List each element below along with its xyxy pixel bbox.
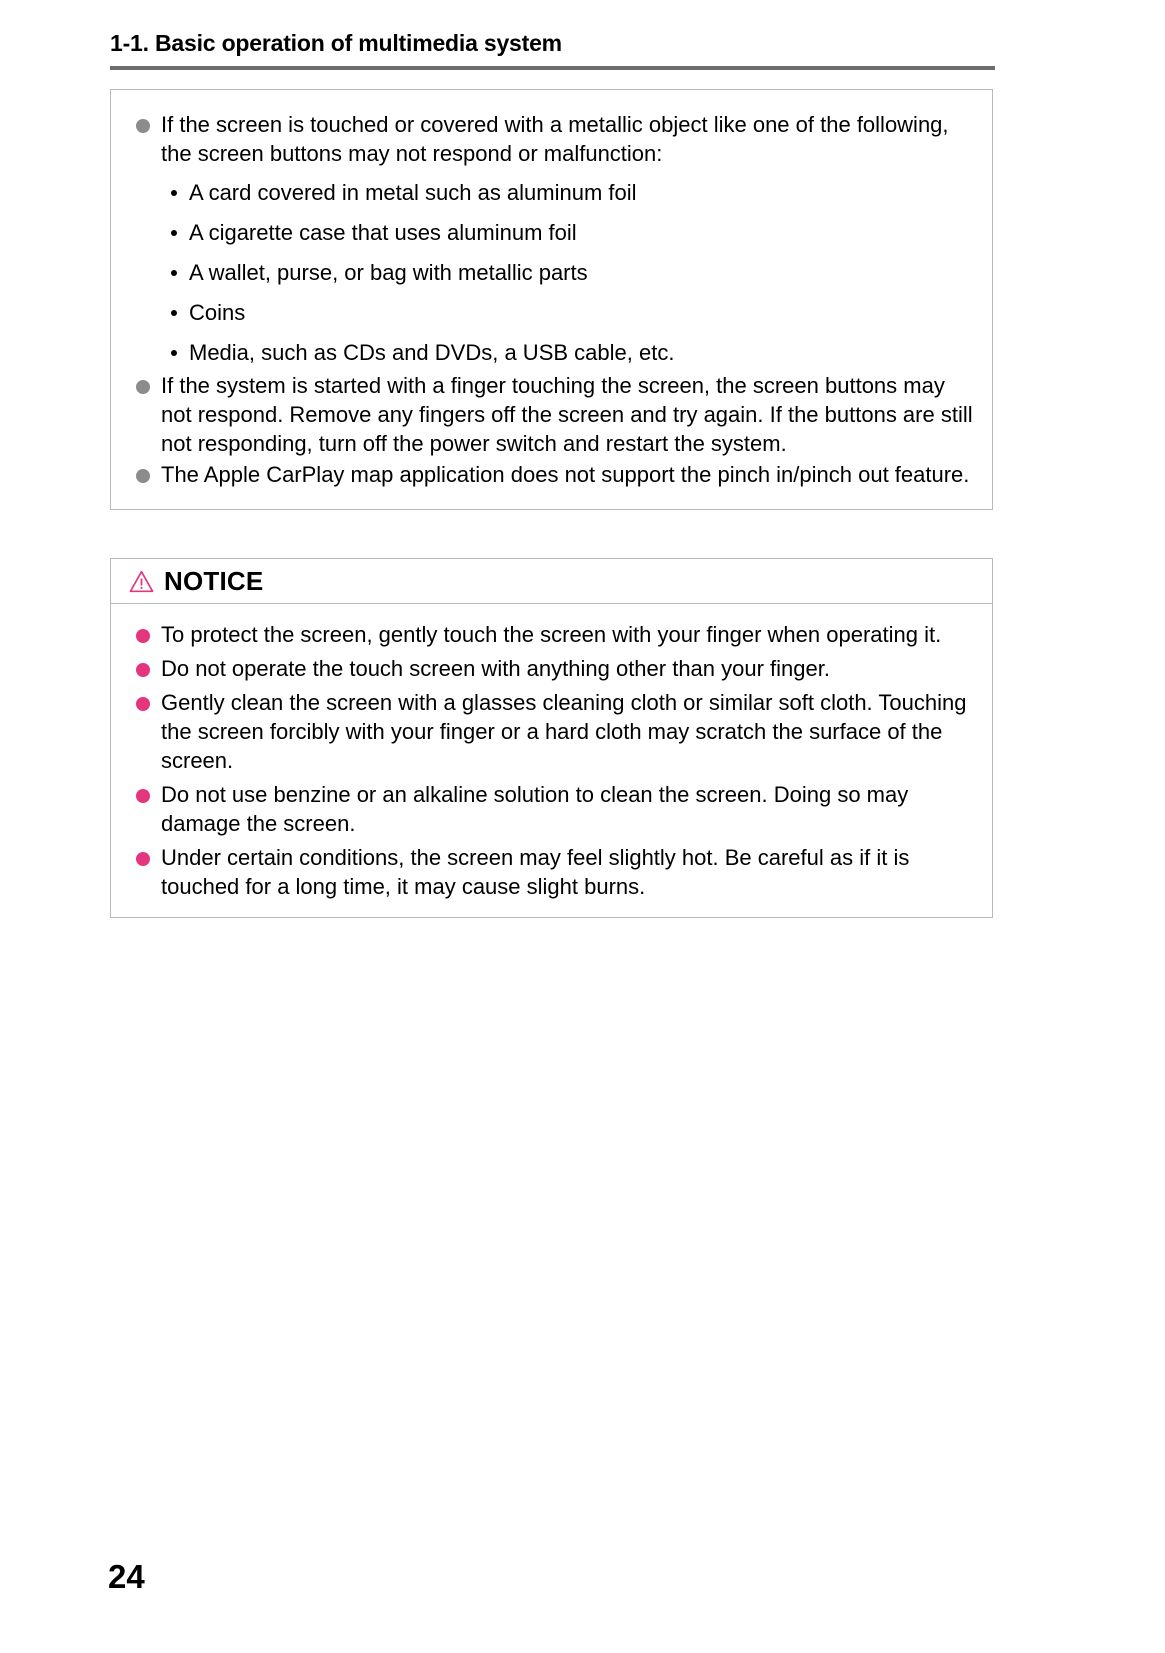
- bullet-text: Gently clean the screen with a glasses cleaning cloth or similar soft cloth. Touching the screen forcibly with your finger or a hard cloth may scratch the surface of the screen.: [161, 690, 967, 773]
- sub-bullet-marker-icon: [171, 310, 177, 316]
- bullet-marker-icon: [136, 663, 150, 677]
- sub-bullet-item: [161, 298, 976, 327]
- bullet-text: Do not operate the touch screen with anything other than your finger.: [161, 656, 830, 681]
- bullet-marker-icon: [136, 469, 150, 483]
- bullet-item: [129, 371, 976, 458]
- information-bullet-list: [129, 110, 976, 489]
- bullet-text: Under certain conditions, the screen may feel slightly hot. Be careful as if it is touched for a long time, it may cause slight burns.: [161, 845, 910, 899]
- bullet-item: [129, 780, 976, 838]
- notice-box-body: [111, 604, 992, 917]
- sub-bullet-text: A card covered in metal such as aluminum foil: [189, 180, 637, 205]
- bullet-item: [129, 654, 976, 683]
- sub-bullet-marker-icon: [171, 270, 177, 276]
- sub-bullet-item: [161, 218, 976, 247]
- bullet-text: If the screen is touched or covered with a metallic object like one of the following, the screen buttons may not respond or malfunction:: [161, 112, 949, 166]
- bullet-text: If the system is started with a finger touching the screen, the screen buttons may not respond. Remove any fingers off the screen and try again. If the buttons are still not responding, turn off the power switch and restart the system.: [161, 373, 973, 456]
- bullet-marker-icon: [136, 789, 150, 803]
- sub-bullet-marker-icon: [171, 190, 177, 196]
- bullet-marker-icon: [136, 852, 150, 866]
- bullet-text: Do not use benzine or an alkaline solution to clean the screen. Doing so may damage the screen.: [161, 782, 909, 836]
- sub-bullet-item: [161, 258, 976, 287]
- bullet-marker-icon: [136, 629, 150, 643]
- bullet-marker-icon: [136, 380, 150, 394]
- sub-bullet-text: Coins: [189, 300, 246, 325]
- bullet-text: To protect the screen, gently touch the screen with your finger when operating it.: [161, 622, 942, 647]
- notice-header: [111, 559, 992, 604]
- sub-bullet-text: Media, such as CDs and DVDs, a USB cable, etc.: [189, 340, 675, 365]
- notice-title: NOTICE: [164, 566, 264, 596]
- sub-bullet-text: A cigarette case that uses aluminum foil: [189, 220, 577, 245]
- page-header: [110, 30, 995, 70]
- bullet-item: [129, 460, 976, 489]
- information-box: [110, 89, 993, 510]
- bullet-item: [129, 843, 976, 901]
- notice-bullet-list: [129, 620, 976, 901]
- bullet-item: [129, 688, 976, 775]
- sub-bullet-marker-icon: [171, 230, 177, 236]
- notice-box: [110, 558, 993, 918]
- information-box-body: [111, 90, 992, 509]
- section-title: 1-1. Basic operation of multimedia system: [110, 30, 562, 56]
- sub-bullet-list: [161, 178, 976, 367]
- header-divider: [110, 66, 995, 70]
- bullet-text: The Apple CarPlay map application does not support the pinch in/pinch out feature.: [161, 462, 970, 487]
- sub-bullet-text: A wallet, purse, or bag with metallic parts: [189, 260, 588, 285]
- warning-triangle-icon: [129, 570, 154, 593]
- sub-bullet-item: [161, 338, 976, 367]
- bullet-marker-icon: [136, 119, 150, 133]
- sub-bullet-marker-icon: [171, 350, 177, 356]
- bullet-item: [129, 620, 976, 649]
- bullet-marker-icon: [136, 697, 150, 711]
- page-number: 24: [108, 1558, 145, 1595]
- sub-bullet-item: [161, 178, 976, 207]
- bullet-item: [129, 110, 976, 367]
